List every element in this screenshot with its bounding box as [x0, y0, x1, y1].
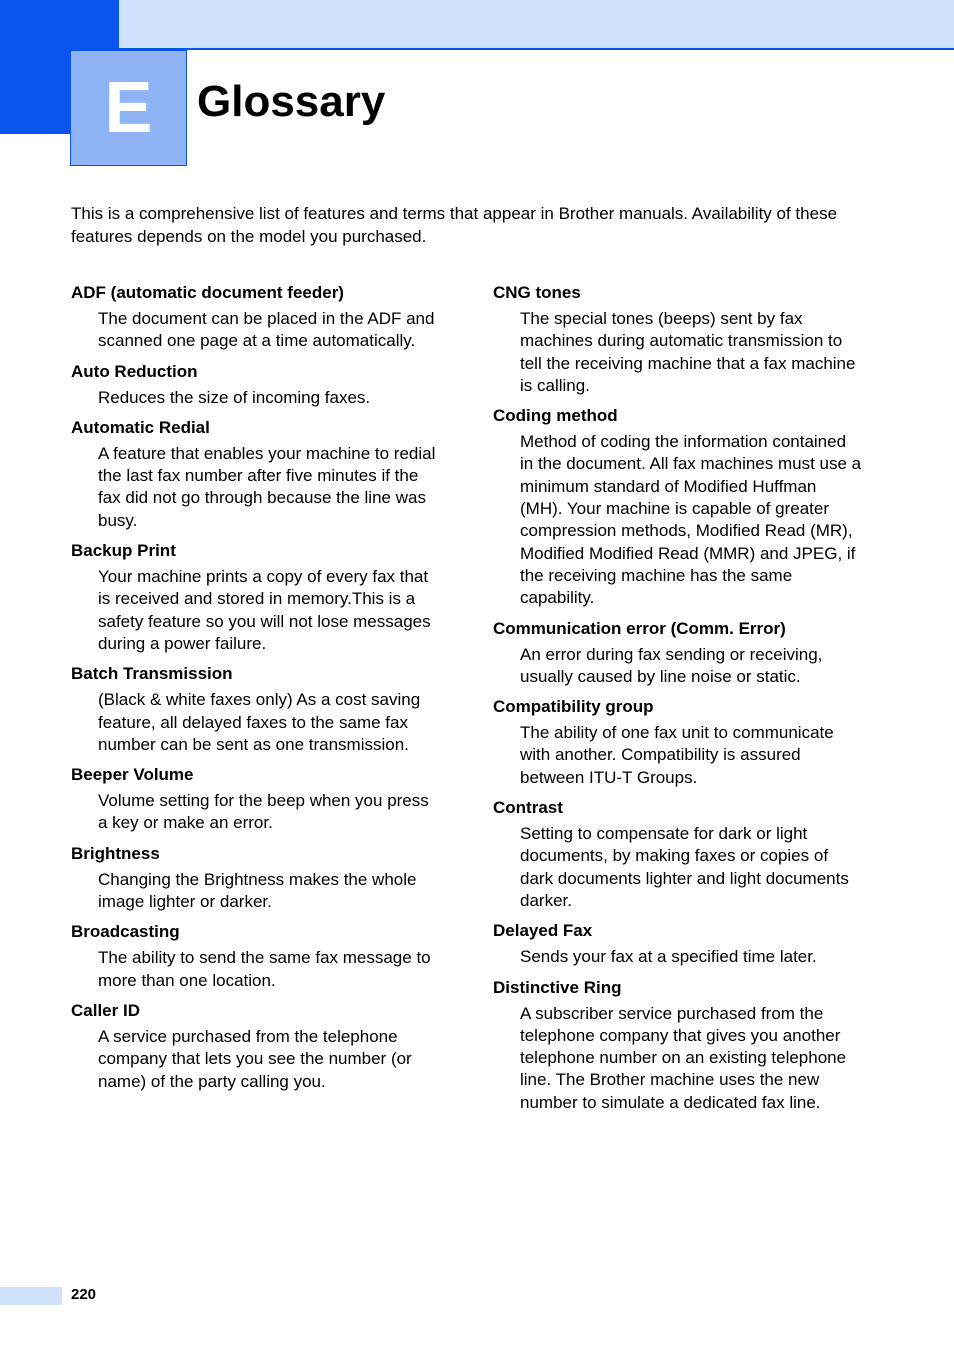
glossary-definition: (Black & white faxes only) As a cost saving feature, all delayed faxes to the same fax number can be sent as one transmission.: [98, 690, 421, 754]
chapter-letter-box: [70, 50, 187, 166]
glossary-entry: [71, 663, 441, 756]
glossary-entry: [493, 797, 863, 912]
glossary-definition: The special tones (beeps) sent by fax machines during automatic transmission to tell the receiving machine that a fax machine is calling.: [520, 309, 856, 395]
glossary-entry: [71, 282, 441, 353]
glossary-term: Batch Transmission: [71, 664, 233, 684]
glossary-definition: Setting to compensate for dark or light documents, by making faxes or copies of dark documents lighter and light documents darker.: [520, 824, 849, 910]
glossary-definition: A service purchased from the telephone company that lets you see the number (or name) of the party calling you.: [98, 1026, 412, 1091]
glossary-entry: [71, 540, 441, 655]
glossary-definition: An error during fax sending or receiving, usually caused by line noise or static.: [520, 644, 823, 686]
glossary-term: Delayed Fax: [493, 921, 593, 941]
page-title: Glossary: [197, 77, 386, 126]
header-band: [0, 0, 954, 50]
glossary-entry: [71, 1000, 441, 1093]
glossary-definition: Your machine prints a copy of every fax that is received and stored in memory.This is a safety feature so you will not lose messages during a power failure.: [98, 567, 431, 653]
glossary-column-left: [71, 282, 441, 1101]
glossary-definition: Volume setting for the beep when you press a key or make an error.: [98, 791, 429, 833]
glossary-term: Beeper Volume: [71, 765, 194, 785]
glossary-entry: [493, 405, 863, 609]
glossary-term: ADF (automatic document feeder): [71, 283, 344, 302]
glossary-entry: [493, 696, 863, 789]
glossary-term: Broadcasting: [71, 922, 180, 942]
glossary-entry: [493, 977, 863, 1114]
chapter-letter: E: [104, 68, 153, 148]
glossary-entry: [71, 361, 441, 409]
glossary-entry: [71, 843, 441, 914]
glossary-term: Auto Reduction: [71, 361, 198, 381]
glossary-term: Caller ID: [71, 1000, 140, 1020]
glossary-definition: The document can be placed in the ADF and scanned one page at a time automatically.: [98, 309, 435, 351]
glossary-term: Communication error (Comm. Error): [493, 618, 786, 638]
glossary-definition: Reduces the size of incoming faxes.: [98, 387, 371, 407]
glossary-entry: [493, 920, 863, 968]
glossary-definition: The ability of one fax unit to communicate with another. Compatibility is assured between ITU-T Groups.: [520, 723, 834, 787]
glossary-entry: [71, 764, 441, 835]
glossary-term: CNG tones: [493, 283, 581, 302]
glossary-definition: A feature that enables your machine to redial the last fax number after five minutes if the fax did not go through because the line was busy.: [98, 443, 436, 530]
intro-paragraph: This is a comprehensive list of features and terms that appear in Brother manuals. Availability of these features depends on the model you purchased.: [71, 204, 838, 246]
glossary-term: Backup Print: [71, 541, 176, 561]
glossary-entry: [71, 417, 441, 532]
glossary-term: Compatibility group: [493, 697, 654, 717]
glossary-term: Contrast: [493, 798, 563, 818]
glossary-column-right: [493, 282, 863, 1122]
glossary-term: Coding method: [493, 406, 618, 426]
glossary-term: Automatic Redial: [71, 417, 210, 437]
glossary-definition: The ability to send the same fax message to more than one location.: [98, 948, 431, 990]
page-number: 220: [71, 1286, 97, 1303]
glossary-term: Brightness: [71, 843, 160, 863]
glossary-entry: [71, 921, 441, 992]
glossary-entry: [493, 618, 863, 689]
glossary-definition: Changing the Brightness makes the whole image lighter or darker.: [98, 869, 417, 912]
glossary-definition: Sends your fax at a specified time later.: [520, 947, 817, 967]
glossary-term: Distinctive Ring: [493, 977, 622, 997]
footer-bar: [0, 1287, 62, 1305]
header-rule: [119, 48, 954, 50]
glossary-definition: Method of coding the information contained in the document. All fax machines must use a minimum standard of Modified Huffman (MH). Your machine is capable of greater compression methods, Modified Read (MR), Modified Modified Read (MMR) and JPEG, if the receiving machine has the same capability.: [520, 432, 862, 608]
glossary-entry: [493, 282, 863, 397]
glossary-definition: A subscriber service purchased from the telephone company that gives you another telephone number on an existing telephone line. The Brother machine uses the new number to simulate a dedicated fax line.: [520, 1003, 847, 1112]
